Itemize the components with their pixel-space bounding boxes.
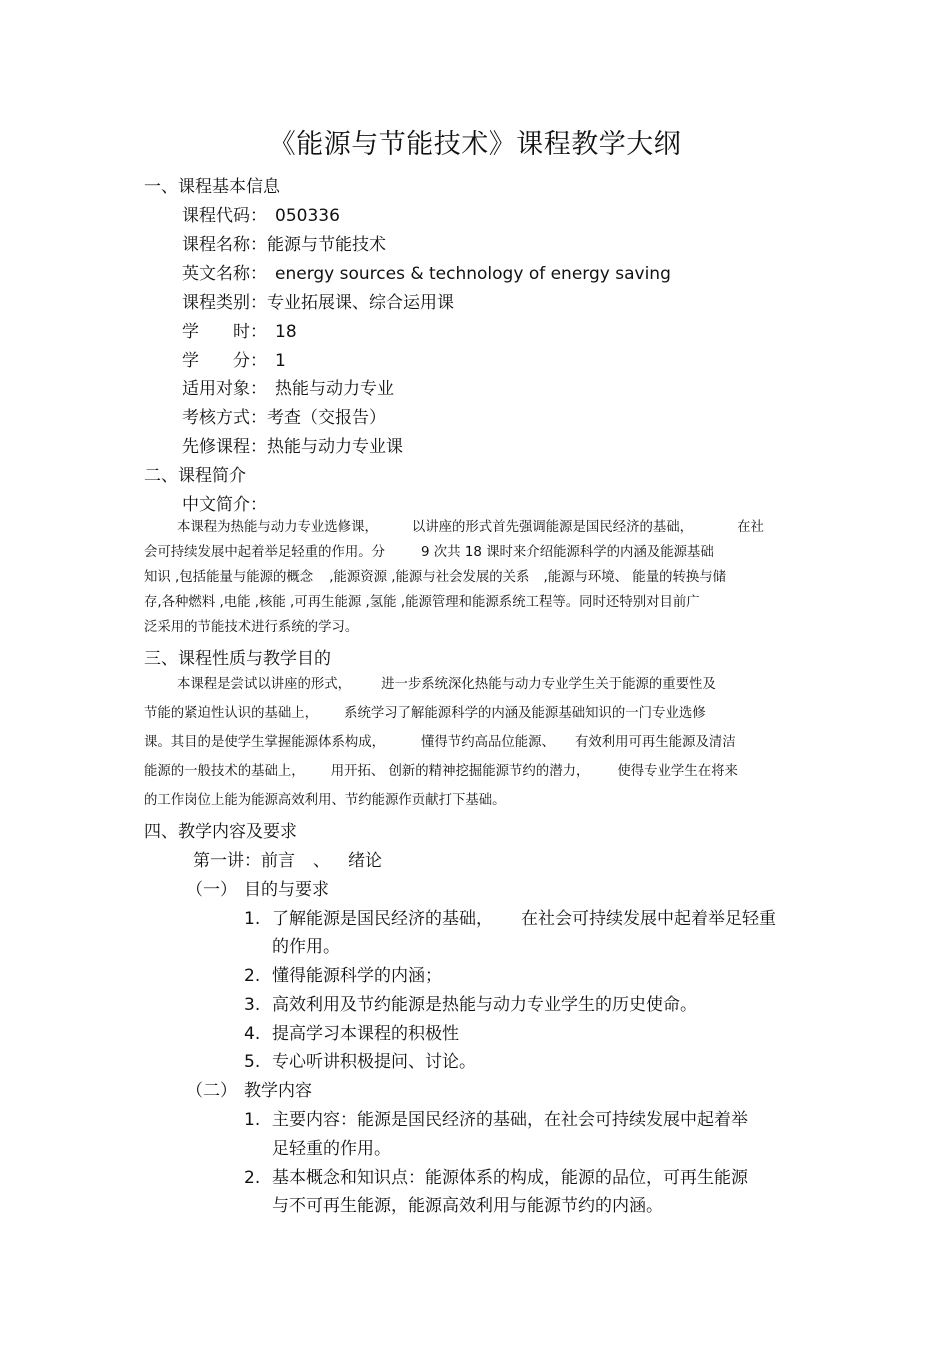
item-number: 1. [244, 1110, 261, 1130]
item-number: 5. [244, 1052, 261, 1072]
lecture-heading [193, 846, 382, 871]
item-number: 2. [244, 966, 261, 986]
purpose-line [144, 760, 738, 779]
item-text: 提高学习本课程的积极性 [272, 1024, 459, 1044]
text-span: 第一讲：前言 [193, 851, 295, 871]
item-number: 4. [244, 1024, 261, 1044]
text-span: 使得专业学生在将来 [617, 764, 738, 779]
item-number: 2. [244, 1168, 261, 1188]
section-heading-intro: 二、课程简介 [144, 466, 246, 486]
section-heading-purpose: 三、课程性质与教学目的 [144, 649, 331, 669]
item-text: 专心听讲积极提问、讨论。 [272, 1052, 476, 1072]
list-item [244, 1047, 476, 1072]
intro-line [144, 566, 726, 585]
intro-line: 泛采用的节能技术进行系统的学习。 [144, 620, 359, 635]
text-span: 进一步系统深化热能与动力专业学生关于能源的重要性及 [381, 677, 716, 692]
info-label: 课程类别： [182, 293, 267, 313]
info-value: 考查（交报告） [267, 408, 386, 428]
chinese-intro-label: 中文简介： [182, 495, 267, 515]
info-label: 适用对象： [182, 379, 267, 399]
text-span: 本课程为热能与动力专业选修课， [177, 520, 378, 535]
item-number: 3. [244, 995, 261, 1015]
purpose-line: 的工作岗位上能为能源高效利用、节约能源作贡献打下基础。 [144, 793, 506, 808]
section-heading-basic-info: 一、课程基本信息 [144, 177, 280, 197]
info-value: energy sources & technology of energy saving [275, 264, 671, 284]
text-span: 知识 ,包括能量与能源的概念 [144, 570, 314, 585]
list-item [244, 961, 442, 986]
text-span: 系统学习了解能源科学的内涵及能源基础知识的一门专业选修 [344, 706, 706, 721]
info-row-credits [182, 346, 286, 371]
text-span: ,能源与环境、 能量的转换与储 [543, 570, 727, 585]
info-label: 考核方式： [182, 408, 267, 428]
text-span: 会可持续发展中起着举足轻重的作用。分 [144, 545, 386, 560]
text-span: 课。其目的是使学生掌握能源体系构成， [144, 735, 386, 750]
part-heading-content [186, 1076, 312, 1101]
text-span: 能源的一般技术的基础上， [144, 764, 305, 779]
info-value: 热能与动力专业课 [267, 437, 403, 457]
item-text: 了解能源是国民经济的基础， [272, 909, 493, 929]
list-item [244, 1105, 748, 1130]
text-span: 节能的紧迫性认识的基础上， [144, 706, 319, 721]
list-item-continuation: 的作用。 [272, 937, 340, 957]
part-title: 教学内容 [244, 1081, 312, 1101]
text-span: 用开拓、 创新的精神挖掘能源节约的潜力， [330, 764, 590, 779]
text-span: 、 [313, 851, 330, 871]
text-span: 9 次共 18 课时来介绍能源科学的内涵及能源基础 [421, 545, 714, 560]
info-value: 专业拓展课、综合运用课 [267, 293, 454, 313]
part-label: （二） [186, 1081, 237, 1101]
list-item [244, 990, 697, 1015]
info-row-audience [182, 374, 394, 399]
part-heading-objectives [186, 875, 329, 900]
list-item [244, 1019, 459, 1044]
text-span: 绪论 [348, 851, 382, 871]
item-number: 1. [244, 909, 261, 929]
info-row-hours [182, 317, 297, 342]
info-value: 18 [275, 322, 297, 342]
info-row-course-type [182, 288, 454, 313]
intro-line [144, 541, 714, 560]
purpose-line [144, 702, 706, 721]
info-label: 先修课程： [182, 437, 267, 457]
intro-line [177, 516, 764, 535]
document-title: 《能源与节能技术》课程教学大纲 [268, 129, 682, 160]
item-text: 在社会可持续发展中起着举足轻重 [521, 909, 776, 929]
part-title: 目的与要求 [244, 880, 329, 900]
info-value: 能源与节能技术 [267, 235, 386, 255]
text-span: 懂得节约高品位能源、 [421, 735, 555, 750]
text-span: 有效利用可再生能源及清洁 [574, 735, 736, 750]
item-text: 基本概念和知识点：能源体系的构成，能源的品位，可再生能源 [272, 1168, 748, 1188]
text-span: 在社 [737, 520, 764, 535]
list-item-continuation: 足轻重的作用。 [272, 1139, 391, 1159]
list-item [244, 1163, 748, 1188]
info-value: 热能与动力专业 [275, 379, 394, 399]
item-text: 懂得能源科学的内涵； [272, 966, 442, 986]
info-label: 课程名称： [182, 235, 267, 255]
info-value: 1 [275, 351, 286, 371]
item-text: 高效利用及节约能源是热能与动力专业学生的历史使命。 [272, 995, 697, 1015]
info-row-english-name [182, 259, 671, 284]
info-row-prerequisite [182, 432, 403, 457]
info-value: 050336 [275, 206, 340, 226]
info-row-assessment [182, 403, 386, 428]
info-row-course-name [182, 230, 386, 255]
text-span: 本课程是尝试以讲座的形式， [177, 677, 352, 692]
purpose-line [177, 673, 716, 692]
purpose-line [144, 731, 736, 750]
info-label: 学 时： [182, 322, 267, 342]
info-label: 学 分： [182, 351, 267, 371]
intro-line: 存,各种燃料 ,电能 ,核能 ,可再生能源 ,氢能 ,能源管理和能源系统工程等。同时还特别对目前广 [144, 595, 700, 610]
item-text: 主要内容：能源是国民经济的基础，在社会可持续发展中起着举 [272, 1110, 748, 1130]
list-item [244, 904, 776, 929]
part-label: （一） [186, 880, 237, 900]
text-span: 以讲座的形式首先强调能源是国民经济的基础， [411, 520, 694, 535]
info-label: 英文名称： [182, 264, 267, 284]
info-row-course-code [182, 201, 340, 226]
section-heading-content: 四、教学内容及要求 [144, 822, 297, 842]
info-label: 课程代码： [182, 206, 267, 226]
list-item-continuation: 与不可再生能源，能源高效利用与能源节约的内涵。 [272, 1196, 663, 1216]
text-span: ,能源资源 ,能源与社会发展的关系 [329, 570, 530, 585]
